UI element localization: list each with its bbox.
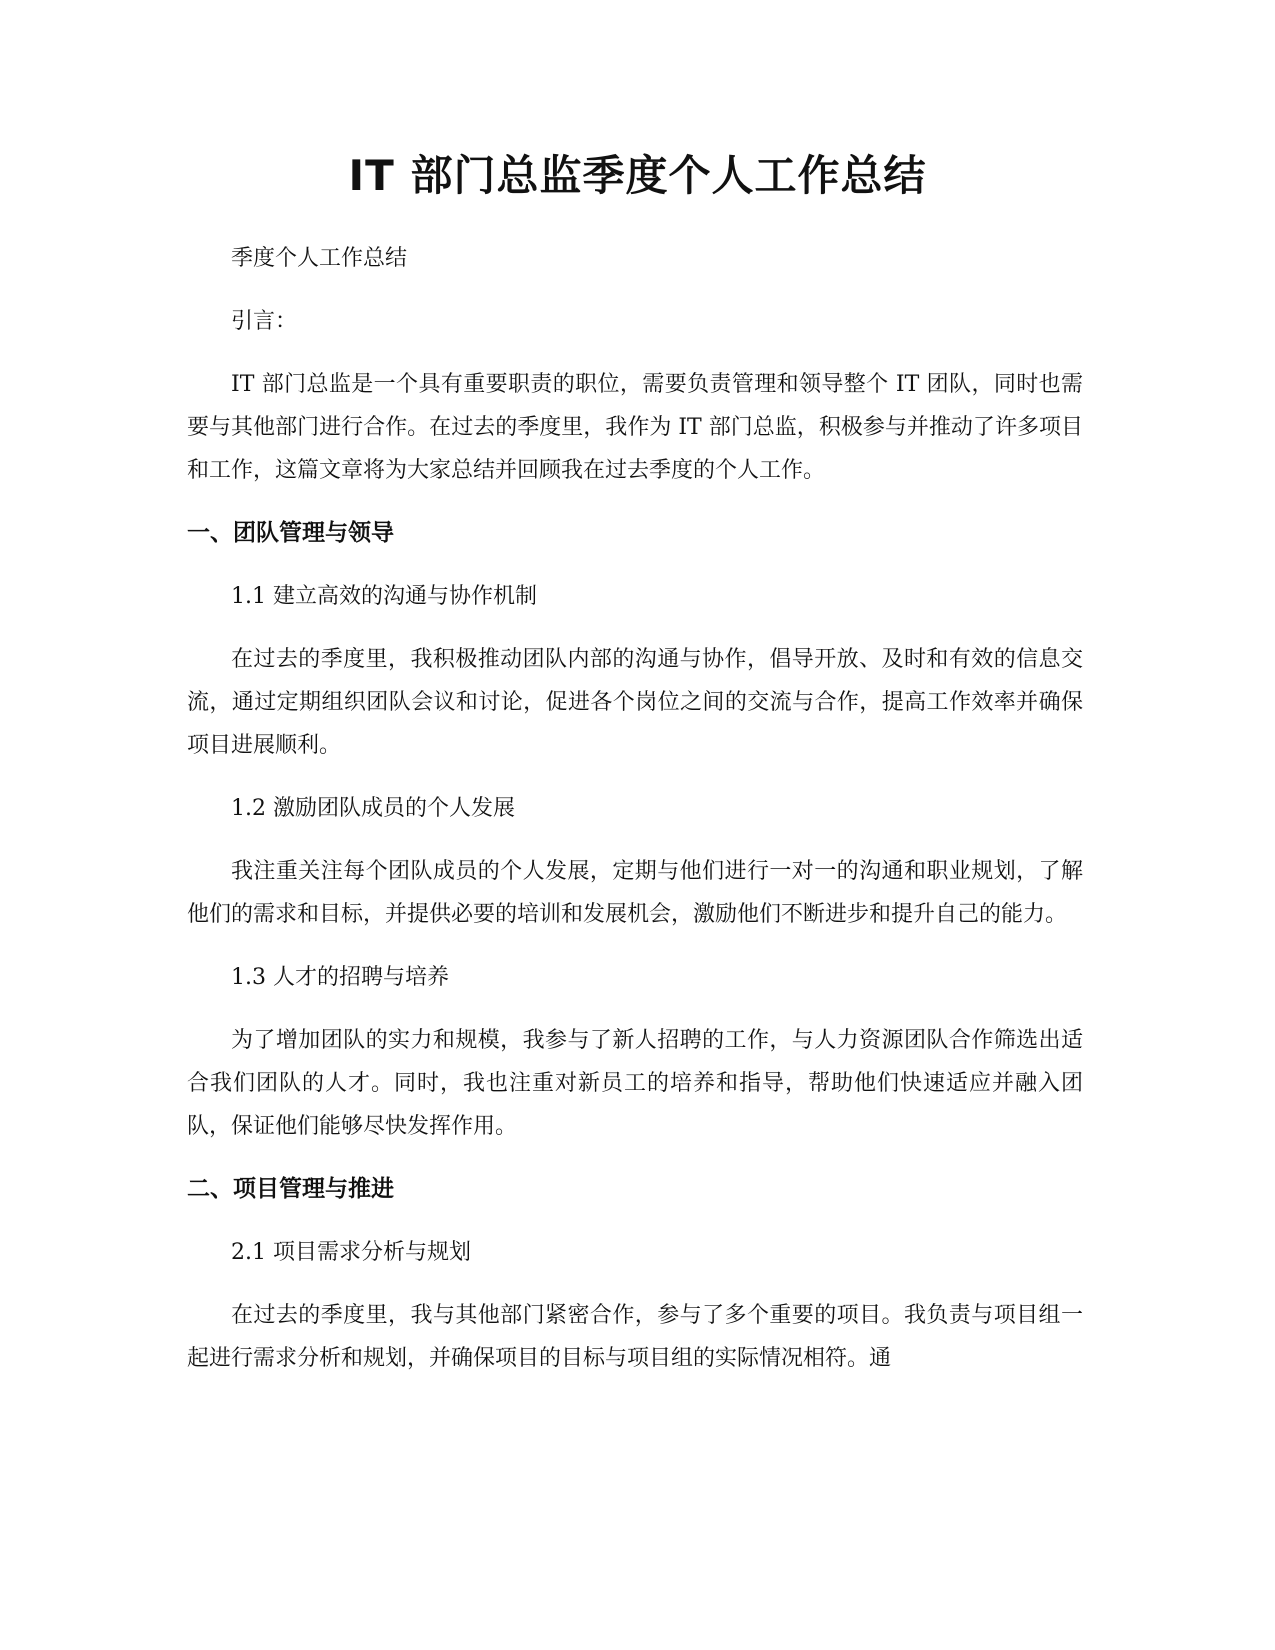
document-subtitle: 季度个人工作总结 bbox=[231, 246, 408, 271]
intro-label: 引言： bbox=[231, 309, 298, 334]
document-title: IT 部门总监季度个人工作总结 bbox=[348, 151, 927, 200]
section-1-3-title: 1.3 人才的招聘与培养 bbox=[231, 965, 449, 990]
section-2-1-title: 2.1 项目需求分析与规划 bbox=[231, 1240, 471, 1265]
section-1-1-paragraph: 在过去的季度里，我积极推动团队内部的沟通与协作，倡导开放、及时和有效的信息交流，通过定期组织团队会议和讨论，促进各个岗位之间的交流与合作，提高工作效率并确保项目进展顺利。 bbox=[187, 647, 1083, 758]
section-2-1-paragraph: 在过去的季度里，我与其他部门紧密合作，参与了多个重要的项目。我负责与项目组一起进行需求分析和规划，并确保项目的目标与项目组的实际情况相符。通 bbox=[187, 1303, 1083, 1371]
section-1-2-paragraph: 我注重关注每个团队成员的个人发展，定期与他们进行一对一的沟通和职业规划，了解他们的需求和目标，并提供必要的培训和发展机会，激励他们不断进步和提升自己的能力。 bbox=[187, 859, 1083, 927]
section-1-3-paragraph: 为了增加团队的实力和规模，我参与了新人招聘的工作，与人力资源团队合作筛选出适合我们团队的人才。同时，我也注重对新员工的培养和指导，帮助他们快速适应并融入团队，保证他们能够尽快发挥作用。 bbox=[187, 1028, 1083, 1139]
section-1-heading: 一、团队管理与领导 bbox=[187, 520, 394, 546]
section-1-2-title: 1.2 激励团队成员的个人发展 bbox=[231, 796, 515, 821]
section-2-heading: 二、项目管理与推进 bbox=[187, 1176, 394, 1202]
intro-paragraph: IT 部门总监是一个具有重要职责的职位，需要负责管理和领导整个 IT 团队，同时也需要与其他部门进行合作。在过去的季度里，我作为 IT 部门总监，积极参与并推动了许多项目和工作，这篇文章将为大家总结并回顾我在过去季度的个人工作。 bbox=[187, 372, 1083, 483]
document-body bbox=[187, 237, 1083, 1400]
section-1-1-title: 1.1 建立高效的沟通与协作机制 bbox=[231, 584, 537, 609]
